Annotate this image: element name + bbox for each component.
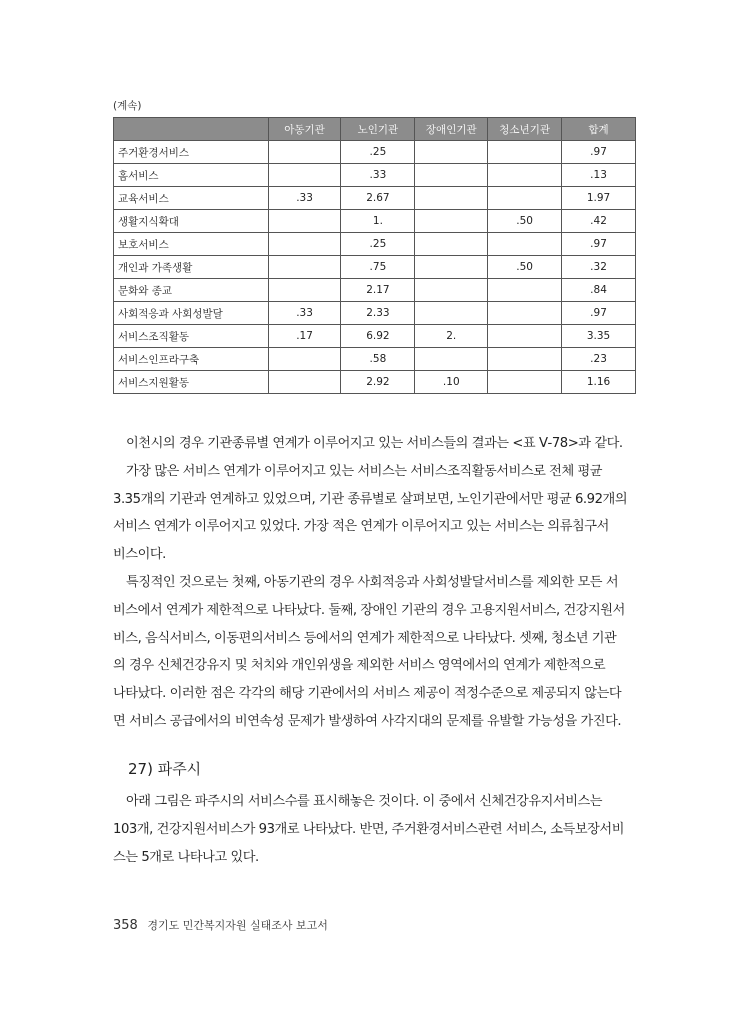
row-label-cell: 개인과 가족생활	[114, 256, 269, 279]
table-row	[114, 164, 636, 187]
table-row	[114, 279, 636, 302]
table-row	[114, 233, 636, 256]
value-cell	[488, 164, 562, 187]
row-label-cell: 사회적응과 사회성발달	[114, 302, 269, 325]
table-header-row	[114, 118, 636, 141]
value-cell: .33	[268, 187, 341, 210]
value-cell: .33	[341, 164, 415, 187]
header-cell: 장애인기관	[415, 118, 488, 141]
row-label-cell: 홈서비스	[114, 164, 269, 187]
row-label-cell: 주거환경서비스	[114, 141, 269, 164]
value-cell	[488, 187, 562, 210]
paragraph-paju	[113, 788, 636, 871]
header-cell	[114, 118, 269, 141]
row-label-cell: 서비스조직활동	[114, 325, 269, 348]
section-title: 27) 파주시	[128, 760, 202, 778]
value-cell: .32	[562, 256, 636, 279]
value-cell	[415, 348, 488, 371]
value-cell: .13	[562, 164, 636, 187]
page-number: 358	[113, 918, 138, 933]
table-row	[114, 302, 636, 325]
value-cell	[415, 302, 488, 325]
text-line: 서비스 연계가 이루어지고 있었다. 가장 적은 연계가 이루어지고 있는 서비스는 의류침구서	[113, 519, 609, 535]
value-cell: 2.33	[341, 302, 415, 325]
table-row	[114, 371, 636, 394]
value-cell: .10	[415, 371, 488, 394]
value-cell: 1.16	[562, 371, 636, 394]
value-cell: 6.92	[341, 325, 415, 348]
page-footer	[113, 917, 328, 933]
value-cell: .33	[268, 302, 341, 325]
value-cell	[488, 325, 562, 348]
value-cell: .25	[341, 141, 415, 164]
text-line: 의 경우 신체건강유지 및 처치와 개인위생을 제외한 서비스 영역에서의 연계가 제한적으로	[113, 658, 606, 674]
value-cell: 1.	[341, 210, 415, 233]
value-cell	[488, 371, 562, 394]
value-cell: .25	[341, 233, 415, 256]
text-line: 스는 5개로 나타나고 있다.	[113, 849, 259, 865]
value-cell: .50	[488, 256, 562, 279]
value-cell: .84	[562, 279, 636, 302]
value-cell: .97	[562, 302, 636, 325]
value-cell	[415, 141, 488, 164]
row-label-cell: 교육서비스	[114, 187, 269, 210]
value-cell: .17	[268, 325, 341, 348]
value-cell: 1.97	[562, 187, 636, 210]
value-cell: .58	[341, 348, 415, 371]
value-cell	[415, 233, 488, 256]
value-cell: .23	[562, 348, 636, 371]
value-cell	[488, 233, 562, 256]
header-cell: 노인기관	[341, 118, 415, 141]
value-cell: .97	[562, 141, 636, 164]
paragraph-analysis	[113, 430, 636, 736]
value-cell	[415, 164, 488, 187]
value-cell: 2.17	[341, 279, 415, 302]
value-cell	[488, 348, 562, 371]
value-cell	[488, 302, 562, 325]
table-row	[114, 256, 636, 279]
value-cell	[415, 210, 488, 233]
footer-title: 경기도 민간복지자원 실태조사 보고서	[147, 919, 328, 932]
value-cell	[488, 141, 562, 164]
header-cell: 합계	[562, 118, 636, 141]
text-line: 비스에서 연계가 제한적으로 나타났다. 둘째, 장애인 기관의 경우 고용지원서비스, 건강지원서	[113, 602, 625, 618]
value-cell: 2.92	[341, 371, 415, 394]
header-cell: 아동기관	[268, 118, 341, 141]
row-label-cell: 서비스인프라구축	[114, 348, 269, 371]
text-line: 103개, 건강지원서비스가 93개로 나타났다. 반면, 주거환경서비스관련 서비스, 소득보장서비	[113, 821, 624, 837]
text-line: 비스, 음식서비스, 이동편의서비스 등에서의 연계가 제한적으로 나타났다. 셋째, 청소년 기관	[113, 630, 617, 646]
text-line: 가장 많은 서비스 연계가 이루어지고 있는 서비스는 서비스조직활동서비스로 전체 평균	[126, 463, 603, 479]
text-line: 특징적인 것으로는 첫째, 아동기관의 경우 사회적응과 사회성발달서비스를 제외한 모든 서	[126, 574, 619, 590]
service-linkage-table	[113, 117, 636, 394]
table-row	[114, 141, 636, 164]
text-line: 비스이다.	[113, 547, 166, 563]
value-cell	[268, 371, 341, 394]
value-cell: .97	[562, 233, 636, 256]
row-label-cell: 문화와 종교	[114, 279, 269, 302]
text-line: 3.35개의 기관과 연계하고 있었으며, 기관 종류별로 살펴보면, 노인기관에서만 평균 6.92개의	[113, 491, 628, 507]
value-cell: .75	[341, 256, 415, 279]
table-row	[114, 187, 636, 210]
row-label-cell: 보호서비스	[114, 233, 269, 256]
value-cell: .50	[488, 210, 562, 233]
value-cell	[268, 233, 341, 256]
value-cell: 3.35	[562, 325, 636, 348]
value-cell	[268, 256, 341, 279]
value-cell	[415, 279, 488, 302]
header-cell: 청소년기관	[488, 118, 562, 141]
value-cell: 2.67	[341, 187, 415, 210]
table-row	[114, 348, 636, 371]
value-cell: 2.	[415, 325, 488, 348]
value-cell	[268, 279, 341, 302]
value-cell	[415, 256, 488, 279]
value-cell	[488, 279, 562, 302]
row-label-cell: 서비스지원활동	[114, 371, 269, 394]
text-line: 아래 그림은 파주시의 서비스수를 표시해놓은 것이다. 이 중에서 신체건강유지서비스는	[126, 794, 603, 809]
text-line: 면 서비스 공급에서의 비연속성 문제가 발생하여 사각지대의 문제를 유발할 가능성을 가진다.	[113, 713, 622, 729]
value-cell	[415, 187, 488, 210]
value-cell	[268, 141, 341, 164]
continued-label: (계속)	[113, 100, 142, 112]
value-cell	[268, 164, 341, 187]
row-label-cell: 생활지식확대	[114, 210, 269, 233]
text-line: 나타났다. 이러한 점은 각각의 해당 기관에서의 서비스 제공이 적정수준으로 제공되지 않는다	[113, 686, 622, 702]
text-line: 이천시의 경우 기관종류별 연계가 이루어지고 있는 서비스들의 결과는 <표 Ⅴ-78>과 같다.	[126, 436, 623, 451]
value-cell: .42	[562, 210, 636, 233]
table-row	[114, 325, 636, 348]
value-cell	[268, 348, 341, 371]
table-row	[114, 210, 636, 233]
value-cell	[268, 210, 341, 233]
